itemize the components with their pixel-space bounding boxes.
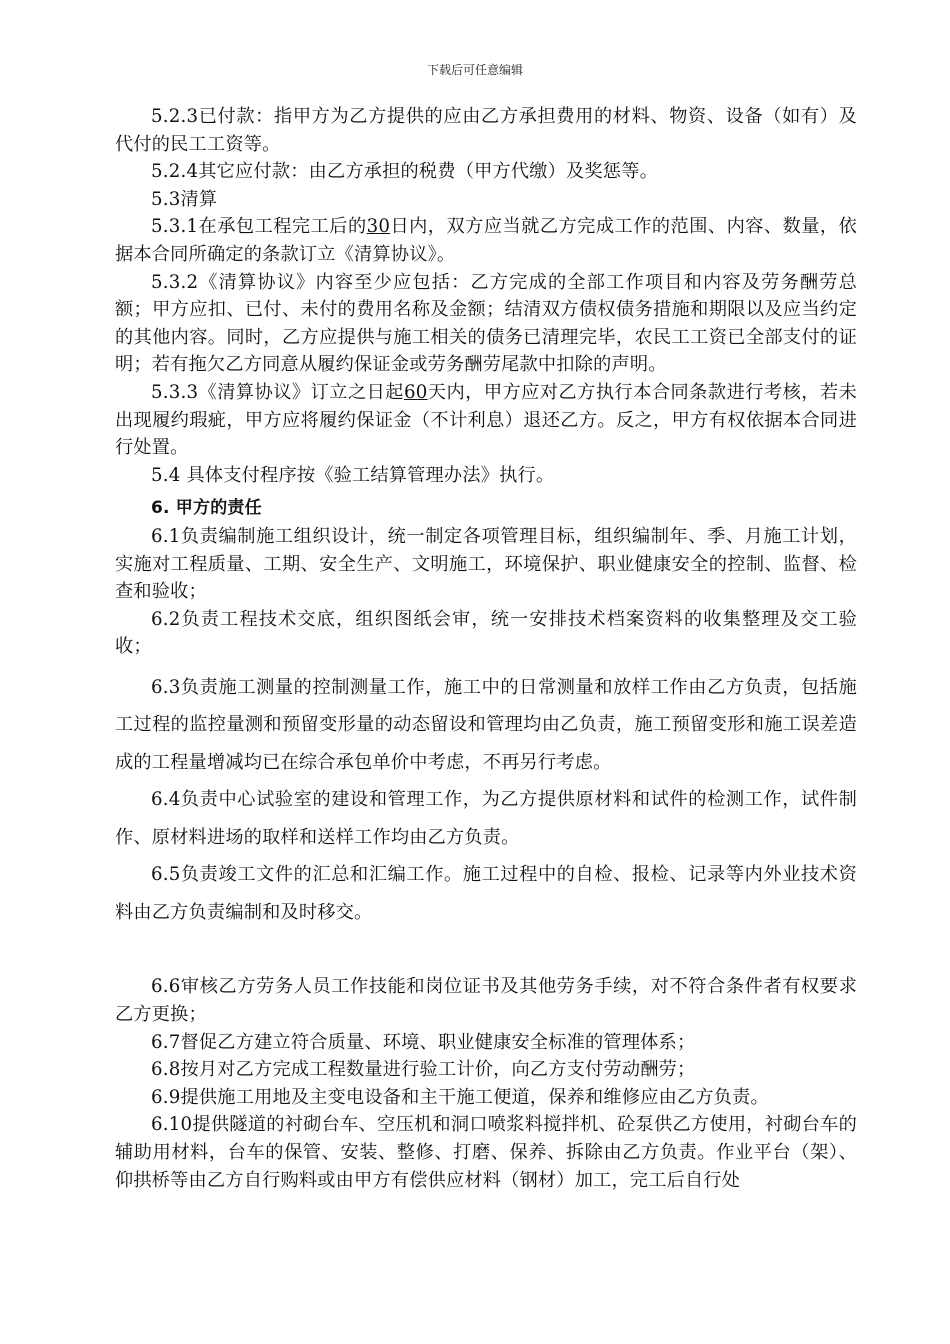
clause-6-1: 6.1负责编制施工组织设计，统一制定各项管理目标，组织编制年、季、月施工计划，实施对工程质量、工期、安全生产、文明施工，环境保护、职业健康安全的控制、监督、检查和验收； [115,525,857,603]
clause-5-3-1 [115,213,857,268]
clause-5-2-3: 5.2.3已付款：指甲方为乙方提供的应由乙方承担费用的材料、物资、设备（如有）及代付的民工工资等。 [115,106,857,155]
clause-5-3-1-text-b: 日内，双方应当就乙方完成工作的范围、内容、数量，依据本合同所确定的条款订立《清算协议》。 [115,216,857,265]
clause-6-2: 6.2负责工程技术交底，组织图纸会审，统一安排技术档案资料的收集整理及交工验收； [115,608,857,658]
clause-5-3-1-text-a: 5.3.1在承包工程完工后的 [151,216,367,238]
section-6-heading: 6. 甲方的责任 [151,498,262,519]
page-header: 下载后可任意编辑 [426,63,523,77]
document-body [115,103,857,1194]
clause-6-4: 6.4负责中心试验室的建设和管理工作，为乙方提供原材料和试件的检测工作，试件制作、原材料进场的取样和送样工作均由乙方负责。 [115,789,857,848]
clause-6-8: 6.8按月对乙方完成工程数量进行验工计价，向乙方支付劳动酬劳； [151,1059,696,1081]
clause-6-7: 6.7督促乙方建立符合质量、环境、职业健康安全标准的管理体系； [151,1031,696,1053]
clause-5-3-2: 5.3.2《清算协议》内容至少应包括：乙方完成的全部工作项目和内容及劳务酬劳总额；甲方应扣、已付、未付的费用名称及金额；结清双方债权债务措施和期限以及应当约定的其他内容。同时，乙方应提供与施工相关的债务已清理完毕，农民工工资已全部支付的证明；若有拖欠乙方同意从履约保证金或劳务酬劳尾款中扣除的声明。 [115,271,857,376]
clause-6-3: 6.3负责施工测量的控制测量工作，施工中的日常测量和放样工作由乙方负责，包括施工过程的监控量测和预留变形量的动态留设和管理均由乙负责，施工预留变形和施工误差造成的工程量增减均已在综合承包单价中考虑，不再另行考虑。 [115,676,857,773]
clause-5-3-3-days: 60 [403,381,428,403]
clause-6-9: 6.9提供施工用地及主变电设备和主干施工便道，保养和维修应由乙方负责。 [151,1086,769,1108]
clause-5-3-3 [115,379,857,462]
clause-5-3-1-days: 30 [366,216,391,238]
clause-5-2-4: 5.2.4其它应付款：由乙方承担的税费（甲方代缴）及奖惩等。 [151,161,658,183]
clause-5-4: 5.4 具体支付程序按《验工结算管理办法》执行。 [151,464,555,486]
clause-6-10: 6.10提供隧道的衬砌台车、空压机和洞口喷浆料搅拌机、砼泵供乙方使用，衬砌台车的辅助用材料，台车的保管、安装、整修、打磨、保养、拆除由乙方负责。作业平台（架）、仰拱桥等由乙方自行购料或由甲方有偿供应材料（钢材）加工，完工后自行处 [115,1114,857,1191]
clause-5-3-3-text-a: 5.3.3《清算协议》订立之日起 [151,381,404,403]
clause-5-3: 5.3清算 [151,188,218,210]
clause-6-6: 6.6审核乙方劳务人员工作技能和岗位证书及其他劳务手续，对不符合条件者有权要求乙方更换； [115,976,857,1025]
clause-5-3-3-text-b: 天内，甲方应对乙方执行本合同条款进行考核，若未出现履约瑕疵，甲方应将履约保证金（不计利息）退还乙方。反之，甲方有权依据本合同进行处置。 [115,381,857,459]
clause-6-5: 6.5负责竣工文件的汇总和汇编工作。施工过程中的自检、报检、记录等内外业技术资料由乙方负责编制和及时移交。 [115,864,857,923]
